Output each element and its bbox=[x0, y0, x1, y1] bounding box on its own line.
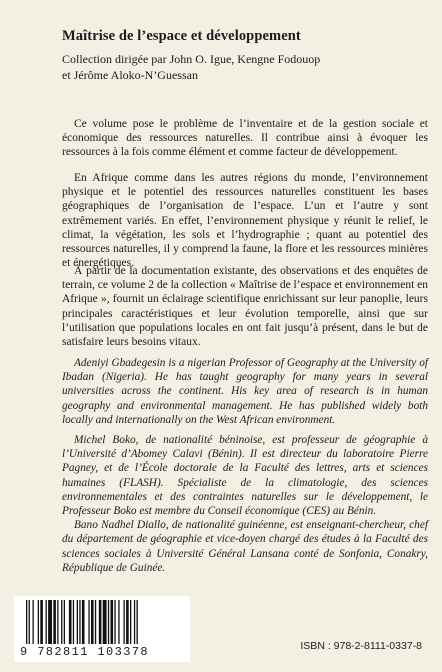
barcode-bar bbox=[134, 600, 135, 644]
barcode-bar bbox=[69, 600, 72, 644]
barcode-bar bbox=[29, 600, 30, 644]
author-bio: Adeniyi Gbadegesin is a nigerian Professor of Geography at the University of Ibadan (Nigeria). He has taught geography for many years in several universities across the continent. His key area of research is in human geography and environmental management. He has published widely both locally and internationally on the West African environment. bbox=[62, 357, 428, 426]
description-paragraph bbox=[62, 117, 428, 160]
barcode-digits: 9 782811 103378 bbox=[20, 645, 150, 659]
collection-line: et Jérôme Aloko-N’Guessan bbox=[62, 68, 198, 82]
barcode-bar bbox=[64, 600, 65, 644]
description-paragraph bbox=[62, 264, 428, 349]
barcode-bars bbox=[26, 600, 182, 644]
barcode-bar bbox=[40, 600, 43, 644]
barcode bbox=[14, 596, 190, 662]
barcode-bar bbox=[124, 600, 125, 644]
description-text: Ce volume pose le problème de l’inventaire et de la gestion sociale et économique des ressources naturelles. Il contribue ainsi à évoquer les ressources à la fois comme élément et comme facteur de développement. bbox=[62, 118, 428, 159]
description-paragraph bbox=[62, 171, 428, 270]
barcode-bar bbox=[73, 600, 74, 644]
barcode-bar bbox=[91, 600, 94, 644]
barcode-bar bbox=[130, 600, 131, 644]
author-bios bbox=[62, 356, 428, 581]
barcode-bar bbox=[77, 600, 78, 644]
barcode-bar bbox=[99, 600, 102, 644]
collection-credit bbox=[62, 51, 422, 83]
barcode-bar bbox=[114, 600, 115, 644]
barcode-bar bbox=[46, 600, 47, 644]
barcode-bar bbox=[103, 600, 107, 644]
barcode-bar bbox=[26, 600, 27, 644]
barcode-bar bbox=[88, 600, 89, 644]
barcode-bar bbox=[82, 600, 85, 644]
author-bio: Bano Nadhel Diallo, de nationalité guinéenne, est enseignant-chercheur, chef du département de géographie et vice-doyen chargé des études à la Faculté des sciences sociales à Université Général Lansana conté de Sonfonia, Conakry, République de Guinée. bbox=[62, 519, 428, 574]
barcode-bar bbox=[126, 600, 129, 644]
barcode-bar bbox=[95, 600, 96, 644]
description-text: À partir de la documentation existante, des observations et des enquêtes de terrain, ce volume 2 de la collection « Maîtrise de l’espace et environnement en Afrique », fournit un éclairage scientifique enrichissant sur leur panoplie, leurs principales caractéristiques et leur évolution temporelle, ainsi que sur l’utilisation que populations locales en ont fait jusqu’à présent, dans le but de satisfaire leurs besoins vitaux. bbox=[62, 265, 428, 349]
barcode-bar bbox=[38, 600, 39, 644]
barcode-bar bbox=[137, 600, 138, 644]
description-text: En Afrique comme dans les autres régions du monde, l’environnement physique et le potentiel des ressources naturelles constituent les bases géographiques de l’organisation de l’espace. L’un et l’autre y sont extrêmement variés. En effet, l’environnement physique y réunit le relief, le climat, la végétation, les sols et l’hydrographie ; quant au potentiel des ressources naturelles, il y comprend la faune, la flore et les ressources minières et énergétiques. bbox=[62, 172, 428, 270]
barcode-bar bbox=[48, 600, 52, 644]
book-title: Maîtrise de l’espace et développement bbox=[62, 28, 301, 44]
barcode-bar bbox=[57, 600, 58, 644]
author-bio: Michel Boko, de nationalité béninoise, est professeur de géographie à l’Université d’Abomey Calavi (Bénin). Il est directeur du laboratoire Pierre Pagney, et de l’École doctorale de la Faculté des lettres, arts et sciences humaines (FLASH). Spécialiste de la climatologie, des sciences environnementales et des contraintes naturelles sur le développement, le Professeur Boko est membre du Conseil économique (CES) au Bénin. bbox=[62, 434, 428, 518]
isbn-label: ISBN : 978-2-8111-0337-8 bbox=[300, 640, 422, 652]
barcode-bar bbox=[53, 600, 56, 644]
collection-line: Collection dirigée par John O. Igue, Kengne Fodouop bbox=[62, 52, 321, 66]
barcode-bar bbox=[118, 600, 119, 644]
barcode-bar bbox=[61, 600, 62, 644]
barcode-bar bbox=[111, 600, 114, 644]
barcode-bar bbox=[108, 600, 109, 644]
barcode-bar bbox=[79, 600, 80, 644]
barcode-bar bbox=[33, 600, 34, 644]
